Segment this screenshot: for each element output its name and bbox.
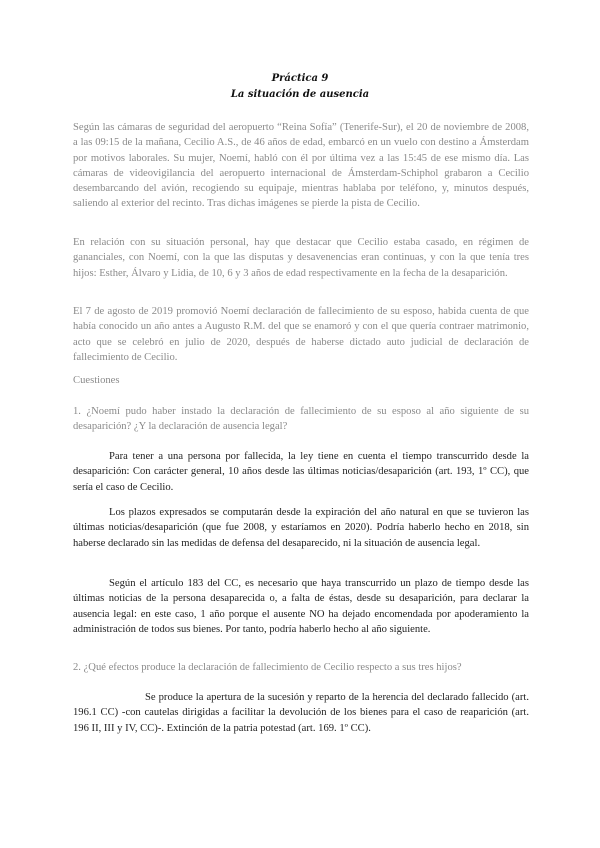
questions-heading: Cuestiones: [73, 375, 120, 386]
case-paragraph-2: En relación con su situación personal, hay que destacar que Cecilio estaba casado, en régimen de gananciales, con Noemí, con la que las disputas y desavenencias eran continuas, y con la que tenía tres hijos: Esther, Álvaro y Lidia, de 10, 6 y 3 años de edad respectivamente en la fecha de la desaparición.: [73, 237, 529, 279]
answer-1-paragraph-2: Los plazos expresados se computarán desde la expiración del año natural en que se tuvieron las últimas noticias/desaparición (que fue 2008, y estaríamos en 2020). Podría haberlo hecho en 2018, sin haberse declarado sin las medidas de defensa del desaparecido, ni la situación de ausencia legal.: [73, 507, 529, 549]
answer-2: Se produce la apertura de la sucesión y reparto de la herencia del declarado fallecido (art. 196.1 CC) -con cautelas dirigidas a facilitar la devolución de los bienes para el caso de reaparición (art. 196 II, III y IV, CC)-. Extinción de la patria potestad (art. 169. 1º CC).: [73, 692, 529, 734]
question-1: 1. ¿Noemí pudo haber instado la declaración de fallecimiento de su esposo al año siguiente de su desaparición? ¿Y la declaración de ausencia legal?: [73, 406, 529, 433]
answer-1-paragraph-1: Para tener a una persona por fallecida, la ley tiene en cuenta el tiempo transcurrido desde la desaparición: Con carácter general, 10 años desde las últimas noticias/desaparición (art. 193, 1º CC), que sería el caso de Cecilio.: [73, 451, 529, 493]
document-subtitle: La situación de ausencia: [230, 89, 370, 100]
document-title: Práctica 9: [271, 73, 329, 84]
case-paragraph-3: El 7 de agosto de 2019 promovió Noemí declaración de fallecimiento de su esposo, habida cuenta de que había conocido un año antes a Augusto R.M. del que se enamoró y con el que quería contraer matrimonio, acto que se celebró en julio de 2020, después de haberse dictado auto judicial de declaración de fallecimiento de Cecilio.: [73, 306, 529, 363]
answer-1-paragraph-3: Según el artículo 183 del CC, es necesario que haya transcurrido un plazo de tiempo desde las últimas noticias de la persona desaparecida o, a falta de éstas, desde su desaparición, para declarar la ausencia legal: en este caso, 1 año porque el ausente NO ha dejado encomendada por apoderamiento la administración de todos sus bienes. Por tanto, podría haberlo hecho al año siguiente.: [73, 578, 529, 635]
case-paragraph-1: Según las cámaras de seguridad del aeropuerto “Reina Sofía” (Tenerife-Sur), el 20 de noviembre de 2008, a las 09:15 de la mañana, Cecilio A.S., de 46 años de edad, embarcó en un vuelo con destino a Ámsterdam por motivos laborales. Su mujer, Noemí, habló con él por última vez a las 15:45 de ese mismo día. Las cámaras de videovigilancia del aeropuerto internacional de Ámsterdam-Schiphol grabaron a Cecilio desembarcando del avión, recogiendo su equipaje, mientras hablaba por teléfono, y, minutos después, saliendo al exterior del recinto. Tras dichas imágenes se pierde la pista de Cecilio.: [73, 122, 529, 210]
question-2: 2. ¿Qué efectos produce la declaración de fallecimiento de Cecilio respecto a sus tres hijos?: [73, 662, 462, 673]
